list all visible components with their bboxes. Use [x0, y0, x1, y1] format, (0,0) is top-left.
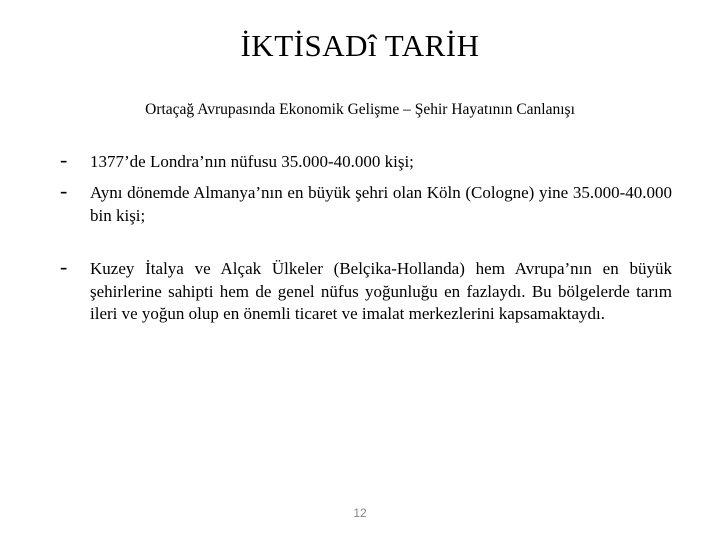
bullet-item	[60, 178, 672, 227]
bullet-dash: -	[60, 178, 68, 203]
slide-title: İKTİSADî TARİH	[240, 28, 480, 63]
bullet-text: Aynı dönemde Almanya’nın en büyük şehri olan Köln (Cologne) yine 35.000-40.000 bin kişi;	[90, 183, 672, 225]
bullet-text: Kuzey İtalya ve Alçak Ülkeler (Belçika-Hollanda) hem Avrupa’nın en büyük şehirlerine sahipti hem de genel nüfus yoğunluğu en fazlaydı. Bu bölgelerde tarım ileri ve yoğun olup en önemli ticaret ve imalat merkezlerini kapsamaktaydı.	[90, 259, 672, 323]
page-number: 12	[353, 506, 367, 520]
bullet-text: 1377’de Londra’nın nüfusu 35.000-40.000 kişi;	[90, 152, 414, 171]
bullet-item	[60, 147, 672, 174]
bullet-item	[60, 254, 672, 326]
bullet-dash: -	[60, 147, 68, 172]
bullet-dash: -	[60, 254, 68, 279]
slide-subtitle: Ortaçağ Avrupasında Ekonomik Gelişme – Şehir Hayatının Canlanışı	[145, 101, 575, 118]
